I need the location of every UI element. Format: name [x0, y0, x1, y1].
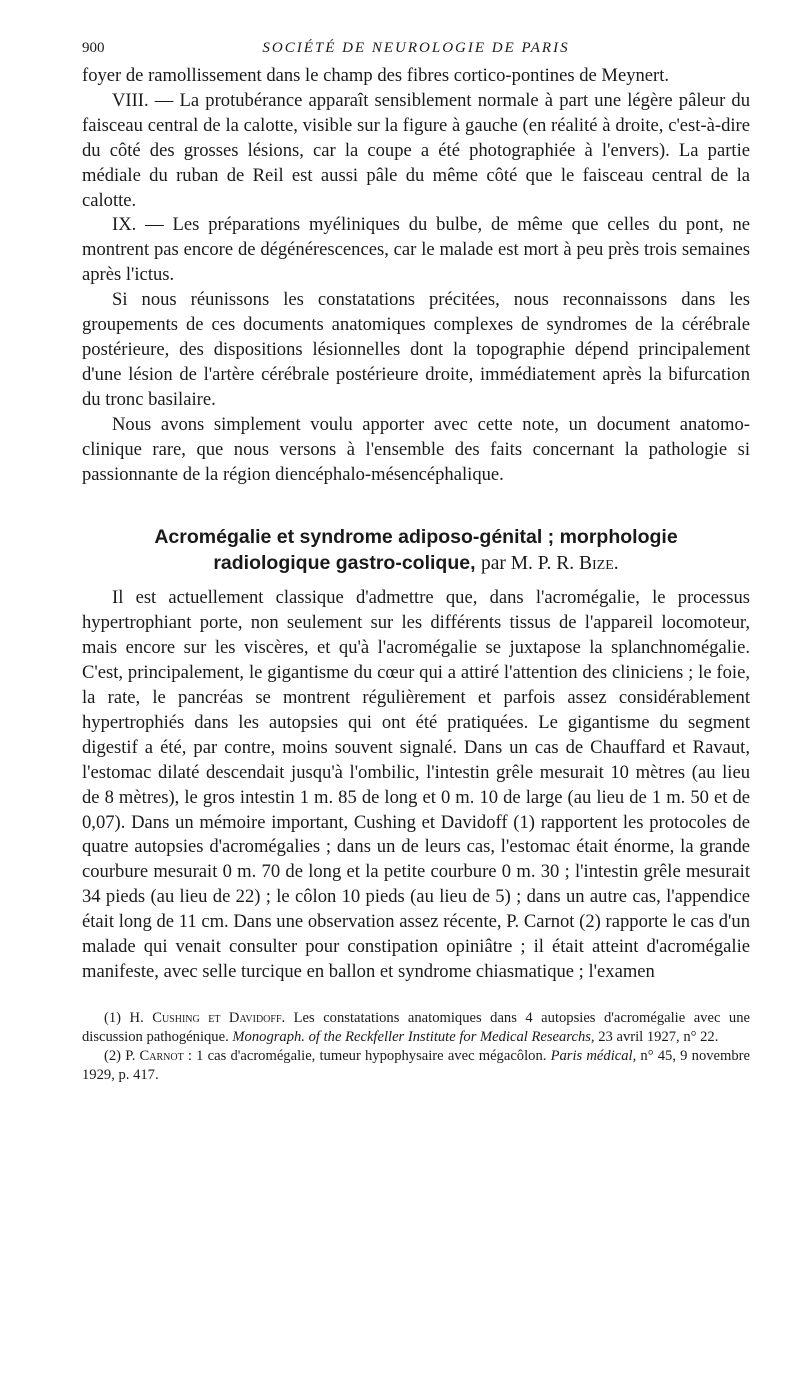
footnote-1-number: (1) [104, 1009, 122, 1026]
article-title [82, 524, 750, 577]
paragraph-viii: VIII. — La protubérance apparaît sensiblement normale à part une légère pâleur du faisceau central de la calotte, visible sur la figure à gauche (en réalité à droite, c'est-à-dire du côté des grosses lésions, car la coupe a été photographiée à l'envers). La partie médiale du ruban de Reil est aussi pâle du même côté que le faisceau central de la calotte. [82, 89, 750, 211]
article-title-line-2 [82, 550, 750, 577]
journal-title: SOCIÉTÉ DE NEUROLOGIE DE PARIS [262, 40, 570, 56]
footnotes [82, 1009, 750, 1085]
footnote-2-source: Paris médical, [550, 1047, 637, 1064]
footnote-2-text: 1 cas d'acromégalie, tumeur hypophysaire avec mégacôlon. [191, 1047, 551, 1064]
footnote-2-number: (2) [104, 1047, 122, 1064]
footnote-2 [82, 1047, 750, 1085]
body-text-article [82, 586, 750, 985]
article-author: Bize. [579, 553, 619, 575]
footnote-1-text: Les constatations anatomiques dans 4 autopsies d'acromégalie avec une discussion pathogénique. [82, 1009, 750, 1045]
footnote-2-author: P. Carnot : [125, 1047, 192, 1064]
footnote-1-author: H. Cushing et Davidoff. [129, 1009, 286, 1026]
paragraph-conclusion: Nous avons simplement voulu apporter avec cette note, un document anatomo-clinique rare, que nous versons à l'ensemble des faits concernant la pathologie si passionnante de la région diencéphalo-mésencéphalique. [82, 413, 750, 485]
footnote-2-tail: n° 45, 9 novembre 1929, p. 417. [82, 1047, 750, 1083]
byline-prefix: par M. P. R. [480, 553, 575, 575]
paragraph-article-main: Il est actuellement classique d'admettre que, dans l'acromégalie, le processus hypertrophiant porte, non seulement sur les différents tissus de l'appareil locomoteur, mais encore sur les viscères, et qu'à l'acromégalie se juxtapose la splanchnomégalie. C'est, principalement, le gigantisme du cœur qui a attiré l'attention des cliniciens ; le foie, la rate, le pancréas se montrent régulièrement et parfois assez considérablement hypertrophiés dans les autopsies qui ont été pratiquées. Le gigantisme du segment digestif a été, par contre, moins souvent signalé. Dans un cas de Chauffard et Ravaut, l'estomac dilaté descendait jusqu'à l'ombilic, l'intestin grêle mesurait 10 mètres (au lieu de 8 mètres), le gros intestin 1 m. 85 de long et 0 m. 10 de large (au lieu de 1 m. 50 et de 0,07). Dans un mémoire important, Cushing et Davidoff (1) rapportent les protocoles de quatre autopsies d'acromégalies ; dans un de leurs cas, l'estomac était énorme, la grande courbure mesurait 0 m. 70 de long et la petite courbure 0 m. 30 ; l'intestin grêle mesurait 34 pieds (au lieu de 22) ; le côlon 10 pieds (au lieu de 5) ; dans un autre cas, l'appendice était long de 11 cm. Dans une observation assez récente, P. Carnot (2) rapporte le cas d'un malade qui venait consulter pour constipation opiniâtre ; il était atteint d'acromégalie manifeste, avec selle turcique en ballon et syndrome chiasmatique ; l'examen [82, 587, 750, 982]
paragraph-continuation: foyer de ramollissement dans le champ des fibres cortico-pontines de Meynert. [82, 65, 670, 86]
document-page [82, 40, 750, 1085]
footnote-1-tail: 23 avril 1927, n° 22. [594, 1028, 719, 1045]
article-title-line-1: Acromégalie et syndrome adiposo-génital ; morphologie [154, 526, 678, 549]
footnote-1-source: Monograph. of the Reckfeller Institute for Medical Researchs, [232, 1028, 595, 1045]
article-byline [481, 553, 619, 574]
page-number: 900 [82, 40, 105, 56]
article-title-line-2-text: radiologique gastro-colique, [213, 552, 476, 575]
body-text-top [82, 64, 750, 487]
paragraph-summary: Si nous réunissons les constatations précitées, nous reconnaissons dans les groupements de ces documents anatomiques complexes de syndromes de la cérébrale postérieure, des dispositions lésionnelles dont la topographie dépend principalement d'une lésion de l'artère cérébrale postérieure droite, immédiatement après la bifurcation du tronc basilaire. [82, 289, 750, 410]
footnote-1 [82, 1009, 750, 1047]
paragraph-ix: IX. — Les préparations myéliniques du bulbe, de même que celles du pont, ne montrent pas encore de dégénérescences, car le malade est mort à peu près trois semaines après l'ictus. [82, 214, 750, 286]
running-head [82, 40, 750, 64]
